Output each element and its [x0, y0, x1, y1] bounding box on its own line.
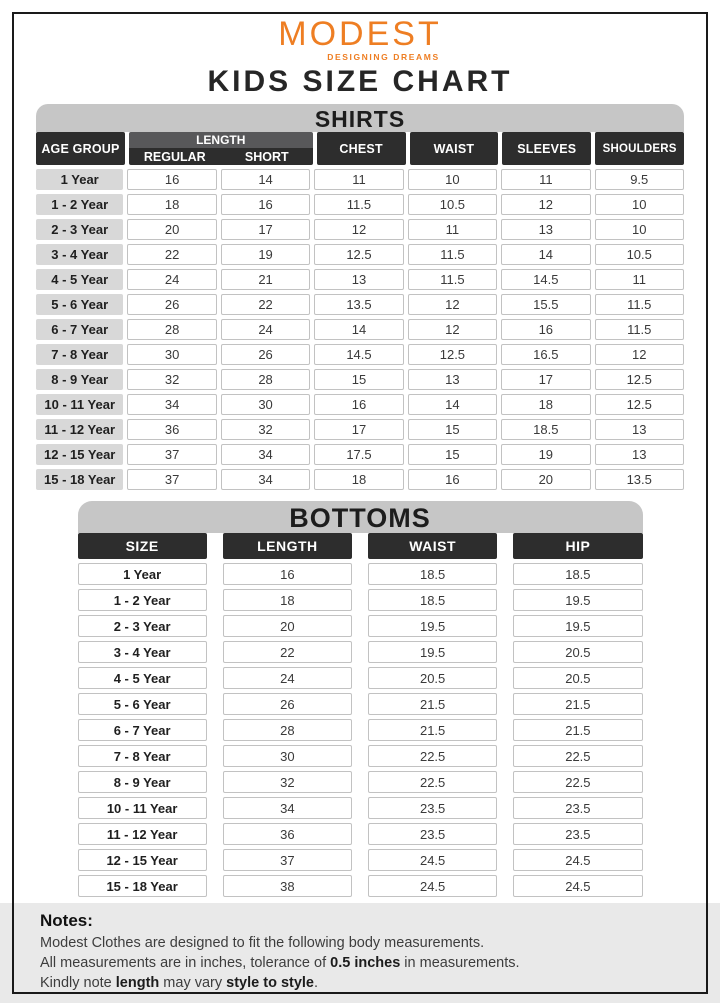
value-cell: 22.5	[513, 771, 642, 793]
value-cell: 12.5	[408, 344, 497, 365]
value-cell: 11.5	[595, 319, 684, 340]
shirts-table-header	[36, 132, 684, 165]
value-cell: 14	[501, 244, 590, 265]
column-header-hip: HIP	[513, 533, 642, 559]
value-cell: 17	[221, 219, 310, 240]
value-cell: 36	[127, 419, 216, 440]
row-label-cell: 5 - 6 Year	[78, 693, 207, 715]
column-header-age-group: AGE GROUP	[36, 132, 125, 165]
bottoms-table-header	[78, 533, 643, 559]
bottoms-row	[78, 641, 643, 663]
row-label-cell: 10 - 11 Year	[36, 394, 123, 415]
value-cell: 21.5	[368, 719, 497, 741]
value-cell: 13.5	[314, 294, 403, 315]
row-label-cell: 6 - 7 Year	[78, 719, 207, 741]
value-cell: 37	[223, 849, 352, 871]
value-cell: 12.5	[314, 244, 403, 265]
value-cell: 24.5	[513, 875, 642, 897]
brand-header	[0, 0, 720, 65]
shirts-row	[36, 369, 684, 390]
value-cell: 30	[223, 745, 352, 767]
row-label-cell: 15 - 18 Year	[36, 469, 123, 490]
column-header-length: LENGTH	[223, 533, 352, 559]
bottoms-row	[78, 563, 643, 585]
value-cell: 21.5	[368, 693, 497, 715]
value-cell: 12	[314, 219, 403, 240]
value-cell: 16	[223, 563, 352, 585]
row-label-cell: 11 - 12 Year	[78, 823, 207, 845]
column-header-chest: CHEST	[317, 132, 406, 165]
value-cell: 16	[221, 194, 310, 215]
column-header-length-group	[129, 132, 313, 165]
row-label-cell: 12 - 15 Year	[36, 444, 123, 465]
value-cell: 15	[408, 419, 497, 440]
bottoms-table	[78, 501, 643, 897]
shirts-row	[36, 419, 684, 440]
bottoms-row	[78, 771, 643, 793]
value-cell: 13	[595, 419, 684, 440]
value-cell: 23.5	[513, 823, 642, 845]
bottoms-row	[78, 589, 643, 611]
value-cell: 11	[501, 169, 590, 190]
value-cell: 12.5	[595, 369, 684, 390]
value-cell: 15	[314, 369, 403, 390]
value-cell: 16	[501, 319, 590, 340]
bottoms-row	[78, 667, 643, 689]
brand-logo-text: MODEST	[278, 15, 442, 53]
column-header-regular: REGULAR	[143, 149, 206, 164]
value-cell: 14	[221, 169, 310, 190]
row-label-cell: 15 - 18 Year	[78, 875, 207, 897]
row-label-cell: 8 - 9 Year	[78, 771, 207, 793]
value-cell: 12	[501, 194, 590, 215]
length-subheaders	[129, 148, 313, 165]
row-label-cell: 12 - 15 Year	[78, 849, 207, 871]
page-title: KIDS SIZE CHART	[207, 65, 513, 98]
value-cell: 12	[595, 344, 684, 365]
note-line: Modest Clothes are designed to fit the following body measurements.	[40, 935, 485, 951]
value-cell: 18	[223, 589, 352, 611]
value-cell: 19.5	[513, 615, 642, 637]
value-cell: 21.5	[513, 693, 642, 715]
shirts-row	[36, 444, 684, 465]
value-cell: 16	[408, 469, 497, 490]
value-cell: 17.5	[314, 444, 403, 465]
value-cell: 11.5	[408, 244, 497, 265]
value-cell: 22	[223, 641, 352, 663]
value-cell: 24	[127, 269, 216, 290]
brand-tagline: DESIGNING DREAMS	[327, 52, 440, 62]
value-cell: 38	[223, 875, 352, 897]
value-cell: 11.5	[595, 294, 684, 315]
value-cell: 30	[221, 394, 310, 415]
bottoms-row	[78, 745, 643, 767]
shirts-row	[36, 294, 684, 315]
value-cell: 18.5	[368, 589, 497, 611]
shirts-row	[36, 394, 684, 415]
bottoms-section-title: BOTTOMS	[78, 501, 643, 533]
value-cell: 34	[223, 797, 352, 819]
value-cell: 22.5	[368, 771, 497, 793]
column-header-sleeves: SLEEVES	[502, 132, 591, 165]
row-label-cell: 2 - 3 Year	[36, 219, 123, 240]
column-header-waist: WAIST	[410, 132, 499, 165]
bottoms-row	[78, 719, 643, 741]
value-cell: 19.5	[513, 589, 642, 611]
value-cell: 20.5	[513, 667, 642, 689]
value-cell: 10.5	[408, 194, 497, 215]
row-label-cell: 4 - 5 Year	[36, 269, 123, 290]
value-cell: 24.5	[368, 875, 497, 897]
bottoms-row	[78, 693, 643, 715]
value-cell: 12.5	[595, 394, 684, 415]
shirts-row	[36, 219, 684, 240]
value-cell: 26	[221, 344, 310, 365]
bottoms-row	[78, 823, 643, 845]
value-cell: 34	[221, 444, 310, 465]
value-cell: 10.5	[595, 244, 684, 265]
column-header-shoulders: SHOULDERS	[595, 132, 684, 165]
value-cell: 13.5	[595, 469, 684, 490]
value-cell: 10	[408, 169, 497, 190]
value-cell: 18	[127, 194, 216, 215]
value-cell: 20.5	[513, 641, 642, 663]
row-label-cell: 1 - 2 Year	[78, 589, 207, 611]
shirts-table-body	[36, 169, 684, 490]
value-cell: 18	[314, 469, 403, 490]
row-label-cell: 7 - 8 Year	[36, 344, 123, 365]
notes-section	[0, 903, 720, 1003]
note-line: Kindly note length may vary style to style.	[40, 975, 319, 991]
value-cell: 14	[408, 394, 497, 415]
value-cell: 11	[314, 169, 403, 190]
value-cell: 13	[501, 219, 590, 240]
value-cell: 19.5	[368, 641, 497, 663]
row-label-cell: 2 - 3 Year	[78, 615, 207, 637]
value-cell: 11.5	[314, 194, 403, 215]
value-cell: 22	[127, 244, 216, 265]
value-cell: 32	[127, 369, 216, 390]
value-cell: 13	[314, 269, 403, 290]
shirts-row	[36, 469, 684, 490]
value-cell: 16.5	[501, 344, 590, 365]
bottoms-table-body	[78, 563, 643, 897]
value-cell: 24	[223, 667, 352, 689]
shirts-row	[36, 194, 684, 215]
brand-logo	[278, 17, 441, 62]
value-cell: 18	[501, 394, 590, 415]
value-cell: 13	[595, 444, 684, 465]
row-label-cell: 4 - 5 Year	[78, 667, 207, 689]
bottoms-row	[78, 797, 643, 819]
value-cell: 12	[408, 294, 497, 315]
row-label-cell: 7 - 8 Year	[78, 745, 207, 767]
notes-body	[40, 933, 690, 993]
value-cell: 20.5	[368, 667, 497, 689]
value-cell: 18.5	[501, 419, 590, 440]
value-cell: 32	[221, 419, 310, 440]
value-cell: 34	[221, 469, 310, 490]
row-label-cell: 1 - 2 Year	[36, 194, 123, 215]
value-cell: 28	[223, 719, 352, 741]
value-cell: 37	[127, 469, 216, 490]
value-cell: 18.5	[513, 563, 642, 585]
bottoms-row	[78, 875, 643, 897]
value-cell: 11.5	[408, 269, 497, 290]
value-cell: 20	[127, 219, 216, 240]
value-cell: 14.5	[501, 269, 590, 290]
value-cell: 17	[501, 369, 590, 390]
row-label-cell: 1 Year	[36, 169, 123, 190]
shirts-row	[36, 344, 684, 365]
value-cell: 23.5	[368, 797, 497, 819]
row-label-cell: 3 - 4 Year	[78, 641, 207, 663]
value-cell: 20	[501, 469, 590, 490]
value-cell: 24.5	[368, 849, 497, 871]
value-cell: 22.5	[513, 745, 642, 767]
value-cell: 36	[223, 823, 352, 845]
value-cell: 19	[501, 444, 590, 465]
row-label-cell: 10 - 11 Year	[78, 797, 207, 819]
value-cell: 21.5	[513, 719, 642, 741]
value-cell: 11	[595, 269, 684, 290]
shirts-table	[36, 104, 684, 490]
value-cell: 16	[314, 394, 403, 415]
value-cell: 12	[408, 319, 497, 340]
shirts-row	[36, 319, 684, 340]
row-label-cell: 5 - 6 Year	[36, 294, 123, 315]
value-cell: 14	[314, 319, 403, 340]
notes-title: Notes:	[40, 911, 93, 930]
value-cell: 26	[127, 294, 216, 315]
column-header-short: SHORT	[244, 149, 289, 164]
row-label-cell: 1 Year	[78, 563, 207, 585]
value-cell: 19	[221, 244, 310, 265]
value-cell: 10	[595, 194, 684, 215]
value-cell: 11	[408, 219, 497, 240]
column-header-size: SIZE	[78, 533, 207, 559]
row-label-cell: 8 - 9 Year	[36, 369, 123, 390]
value-cell: 28	[221, 369, 310, 390]
value-cell: 28	[127, 319, 216, 340]
row-label-cell: 6 - 7 Year	[36, 319, 123, 340]
value-cell: 15	[408, 444, 497, 465]
shirts-row	[36, 169, 684, 190]
value-cell: 20	[223, 615, 352, 637]
value-cell: 21	[221, 269, 310, 290]
value-cell: 26	[223, 693, 352, 715]
value-cell: 18.5	[368, 563, 497, 585]
value-cell: 17	[314, 419, 403, 440]
row-label-cell: 11 - 12 Year	[36, 419, 123, 440]
value-cell: 16	[127, 169, 216, 190]
value-cell: 22	[221, 294, 310, 315]
column-header-length: LENGTH	[129, 132, 313, 148]
value-cell: 32	[223, 771, 352, 793]
shirts-row	[36, 244, 684, 265]
value-cell: 23.5	[513, 797, 642, 819]
value-cell: 15.5	[501, 294, 590, 315]
value-cell: 9.5	[595, 169, 684, 190]
value-cell: 30	[127, 344, 216, 365]
value-cell: 24.5	[513, 849, 642, 871]
row-label-cell: 3 - 4 Year	[36, 244, 123, 265]
shirts-row	[36, 269, 684, 290]
bottoms-row	[78, 849, 643, 871]
shirts-section-title: SHIRTS	[36, 104, 684, 132]
value-cell: 19.5	[368, 615, 497, 637]
note-line: All measurements are in inches, tolerance of 0.5 inches in measurements.	[40, 955, 520, 971]
value-cell: 34	[127, 394, 216, 415]
value-cell: 22.5	[368, 745, 497, 767]
bottoms-row	[78, 615, 643, 637]
value-cell: 37	[127, 444, 216, 465]
value-cell: 10	[595, 219, 684, 240]
value-cell: 23.5	[368, 823, 497, 845]
column-header-waist: WAIST	[368, 533, 497, 559]
value-cell: 24	[221, 319, 310, 340]
value-cell: 14.5	[314, 344, 403, 365]
value-cell: 13	[408, 369, 497, 390]
